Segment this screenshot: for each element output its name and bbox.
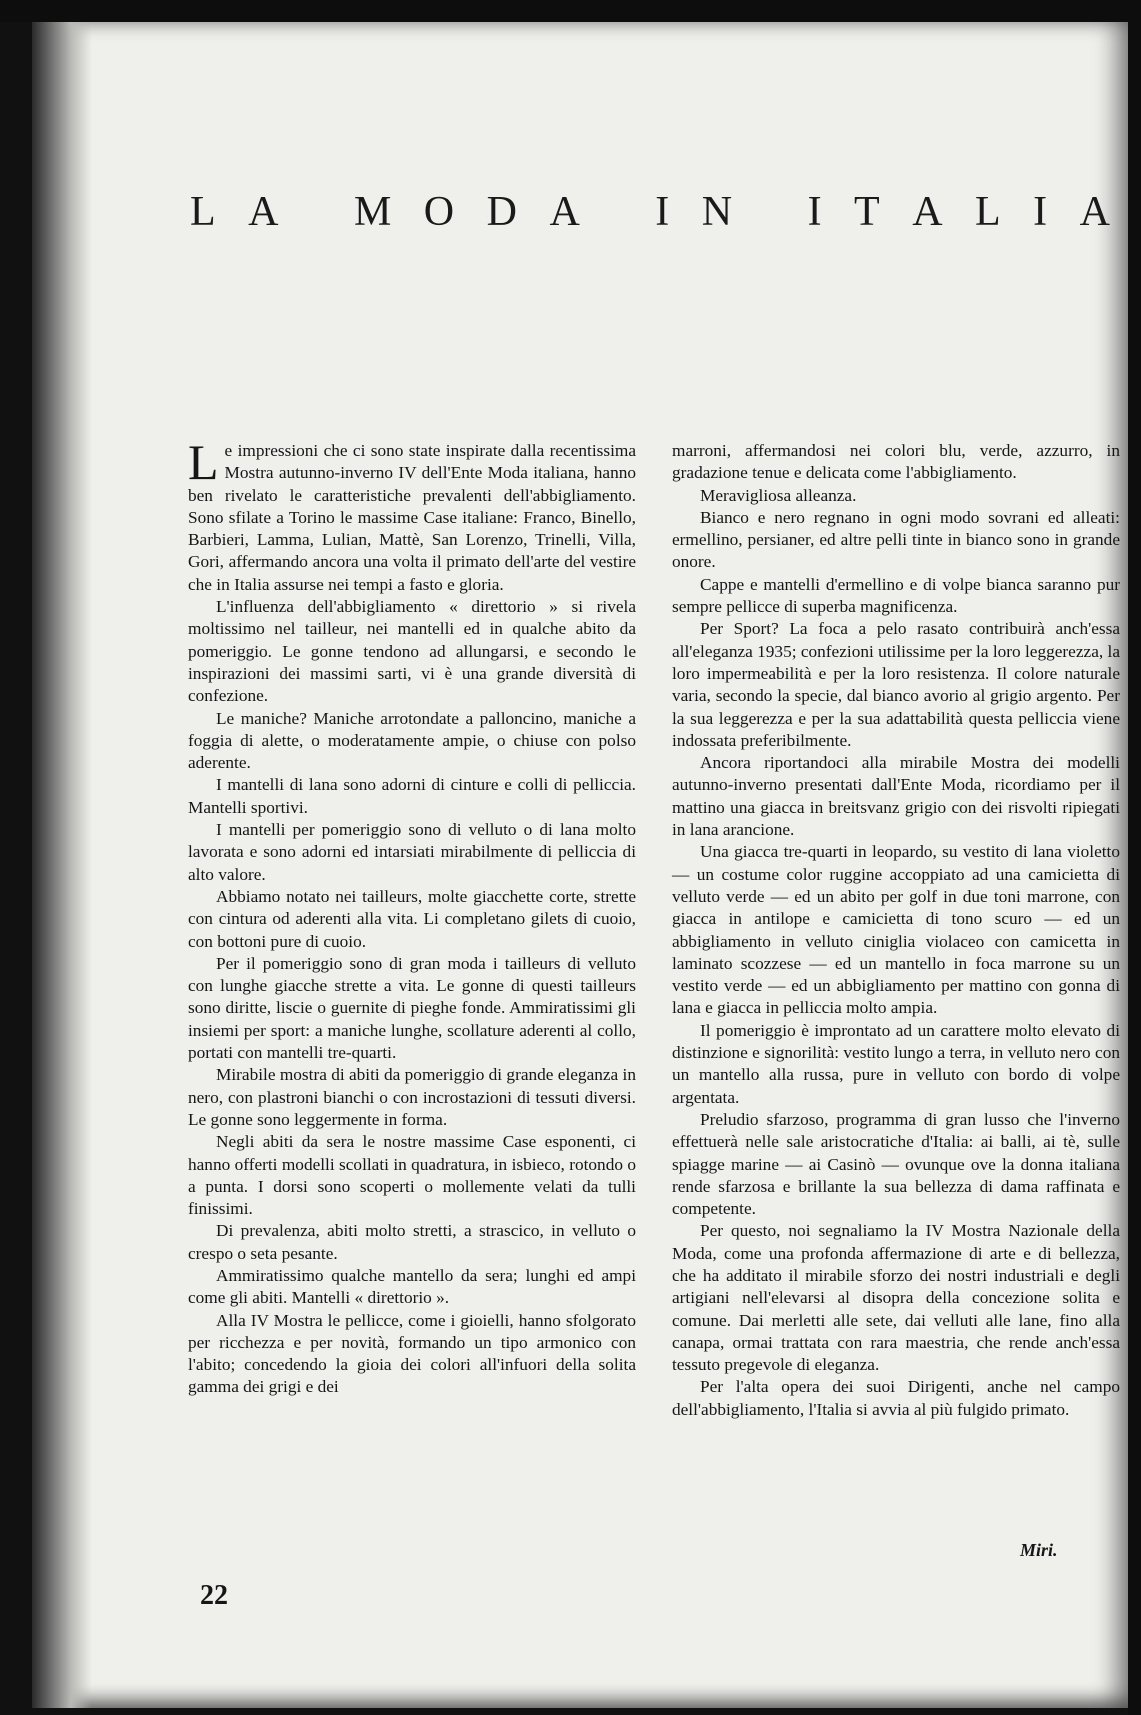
article-paragraph [188,434,636,596]
title-letter: M [353,189,392,235]
paragraph-text: Mirabile mostra di abiti da pomeriggio di grande eleganza in nero, con plastroni bianchi o con incrostazioni di tessuti diversi. Le gonne sono leggermente in forma. [188,1065,636,1129]
article-paragraph [188,708,636,775]
paragraph-text: Negli abiti da sera le nostre massime Case esponenti, ci hanno offerti modelli scollati in quadratura, in isbieco, rotondo o a punta. I dorsi sono scoperti o mollemente velati da tulli finissimi. [188,1132,636,1219]
drop-cap: L [188,434,219,490]
article-paragraph [188,774,636,819]
article-paragraph: Bianco e nero regnano in ogni modo sovrani ed alleati: ermellino, persianer, ed altre pelli tinte in bianco sono in grande onore. [672,507,1120,572]
title-letter: I [1033,189,1048,235]
title-letter: A [248,189,279,235]
right-edge [1128,0,1141,1715]
binding-shadow [32,18,92,1708]
paragraph-text: Alla IV Mostra le pellicce, come i gioielli, hanno sfolgorato per ricchezza e per novità, formando un tipo armonico con l'abito; concedendo la gioia dei colori all'infuori della solita gamma dei grigi e dei [188,1310,636,1397]
article-paragraph [188,886,636,953]
article-paragraph [188,1131,636,1220]
paragraph-text: Le maniche? Maniche arrotondate a palloncino, maniche a foggia di alette, o moderatamente ampie, o chiuse con polso aderente. [188,708,636,773]
title-letter: T [854,189,880,235]
title-letter: I [807,189,822,235]
title-letter [612,188,623,236]
title-letter [311,188,322,236]
title-letter: A [912,189,943,235]
title-letter: I [655,189,670,235]
paragraph-text: e impressioni che ci sono state inspirate dalla recentissima Mostra autunno-inverno IV dell'Ente Moda italiana, hanno ben rivelato le caratteristiche prevalenti dell'abbigliamento. Sono sfilate a Torino le massime Case italiane: Franco, Binello, Barbieri, Lamma, Lulian, Mattè, San Lorenzo, Trinelli, Villa, Gori, affermando ancora una volta il primato dell'arte del vestire che in Italia assurse nei tempi a fasto e gloria. [188,441,636,594]
author-signature: Miri. [1020,1540,1058,1560]
title-letter: A [1079,189,1110,235]
article-paragraph [188,1220,636,1265]
right-column [672,440,1120,1421]
article-paragraph: Per questo, noi segnaliamo la IV Mostra Nazionale della Moda, come una profonda affermazione di arte e di bellezza, che ha additato il mirabile sforzo dei nostri industriali e degli artigiani nell'elevarsi al disopra della concezione solita e comune. Dai merletti alle sete, dai velluti alle lane, fino alla canapa, ormai trattata con rara maestria, che rende anch'essa tessuto pregevole di eleganza. [672,1221,1120,1375]
title-letter [765,188,776,236]
paragraph-text: Per il pomeriggio sono di gran moda i tailleurs di velluto con lunghe giacche strette a vita. Le gonne di questi tailleurs sono diritte, liscie o guernite di pieghe fonde. Ammiratissimi gli insiemi per sport: a maniche lunghe, scollature aderenti al collo, portati con mantelli tre-quarti. [188,953,636,1063]
article-paragraph: Ancora riportandoci alla mirabile Mostra dei modelli autunno-inverno presentati dall'Ente Moda, ricordiamo per il mattino una giacca in breitsvanz grigio con dei risvolti ripiegati in lana arancione. [672,753,1120,840]
title-letter: A [549,189,580,235]
article-paragraph [188,819,636,886]
article-paragraph: Meravigliosa alleanza. [700,485,857,505]
article-paragraph [188,596,636,707]
title-letter: D [486,189,517,235]
article-paragraph: Una giacca tre-quarti in leopardo, su vestito di lana violetto — un costume color ruggine accoppiato ad una camicietta di velluto verde — ed un abito per golf in due toni marrone, con giacca in antilope e camicietta di tono scuro — ed un abbigliamento in velluto ciniglia violaceo con camicetta in laminato scozzese — ed un mantello in foca marrone su un vestito verde — ed un abbigliamento per mattino con gonna di lana e giacca in pelliccia molto ampia. [672,842,1120,1018]
article-paragraph: Cappe e mantelli d'ermellino e di volpe bianca saranno pur sempre pellicce di superba magnificenza. [672,574,1120,617]
article-paragraph: Preludio sfarzoso, programma di gran lusso che l'inverno effettuerà nelle sale aristocratiche d'Italia: ai balli, ai tè, sulle spiagge marine — ai Casinò — ovunque ove la donna italiana rende sfarzosa e brillante la sua bellezza di dama raffinata e competente. [672,1109,1120,1219]
article-paragraph: marroni, affermandosi nei colori blu, verde, azzurro, in gradazione tenue e delicata come l'abbigliamento. [672,441,1120,483]
article-paragraph: Per Sport? La foca a pelo rasato contribuirà anch'essa all'eleganza 1935; confezioni utilissime per la loro leggerezza, la loro impermeabilità e per la loro resistenza. Il colore naturale varia, secondo la specie, dal bianco avorio al grigio argento. Per la sua leggerezza e per la sua adattabilità questa pelliccia viene indossata preferibilmente. [672,619,1120,750]
page-title [190,188,1110,236]
title-letter: L [190,189,216,235]
article-paragraph: Il pomeriggio è improntato ad un carattere molto elevato di distinzione e signorilità: vestito lungo a terra, in velluto nero con un mantello alla russa, pure in velluto con bordo di volpe argentata. [672,1020,1120,1107]
article-paragraph [188,1064,636,1131]
article-paragraph [188,953,636,1064]
article-paragraph: Per l'alta opera dei suoi Dirigenti, anche nel campo dell'abbigliamento, l'Italia si avvia al più fulgido primato. [672,1377,1120,1419]
left-column [188,434,636,1399]
paragraph-text: I mantelli di lana sono adorni di cinture e colli di pelliccia. Mantelli sportivi. [188,775,636,817]
paragraph-text: Abbiamo notato nei tailleurs, molte giacchette corte, strette con cintura od aderenti alla vita. Li completano gilets di cuoio, con bottoni pure di cuoio. [188,886,636,951]
paragraph-text: L'influenza dell'abbigliamento « direttorio » si rivela moltissimo nel tailleur, nei mantelli ed in qualche abito da pomeriggio. Le gonne tendono ad allungarsi, e secondo le inspirazioni dei massimi sarti, vi è una grande diversità di confezione. [188,597,636,706]
article-paragraph [188,1265,636,1310]
paragraph-text: Di prevalenza, abiti molto stretti, a strascico, in velluto o crespo o seta pesante. [188,1221,636,1263]
title-letter: N [701,189,733,235]
paragraph-text: Ammiratissimo qualche mantello da sera; lunghi ed ampi come gli abiti. Mantelli « direttorio ». [188,1265,636,1308]
title-letter: O [423,189,455,235]
paragraph-text: I mantelli per pomeriggio sono di velluto o di lana molto lavorata e sono adorni ed intarsiati mirabilmente di pelliccia di alto valore. [188,820,636,884]
page-number: 22 [200,1580,228,1611]
title-letter: L [975,189,1001,235]
top-edge [0,0,1141,22]
article-paragraph [188,1310,636,1399]
